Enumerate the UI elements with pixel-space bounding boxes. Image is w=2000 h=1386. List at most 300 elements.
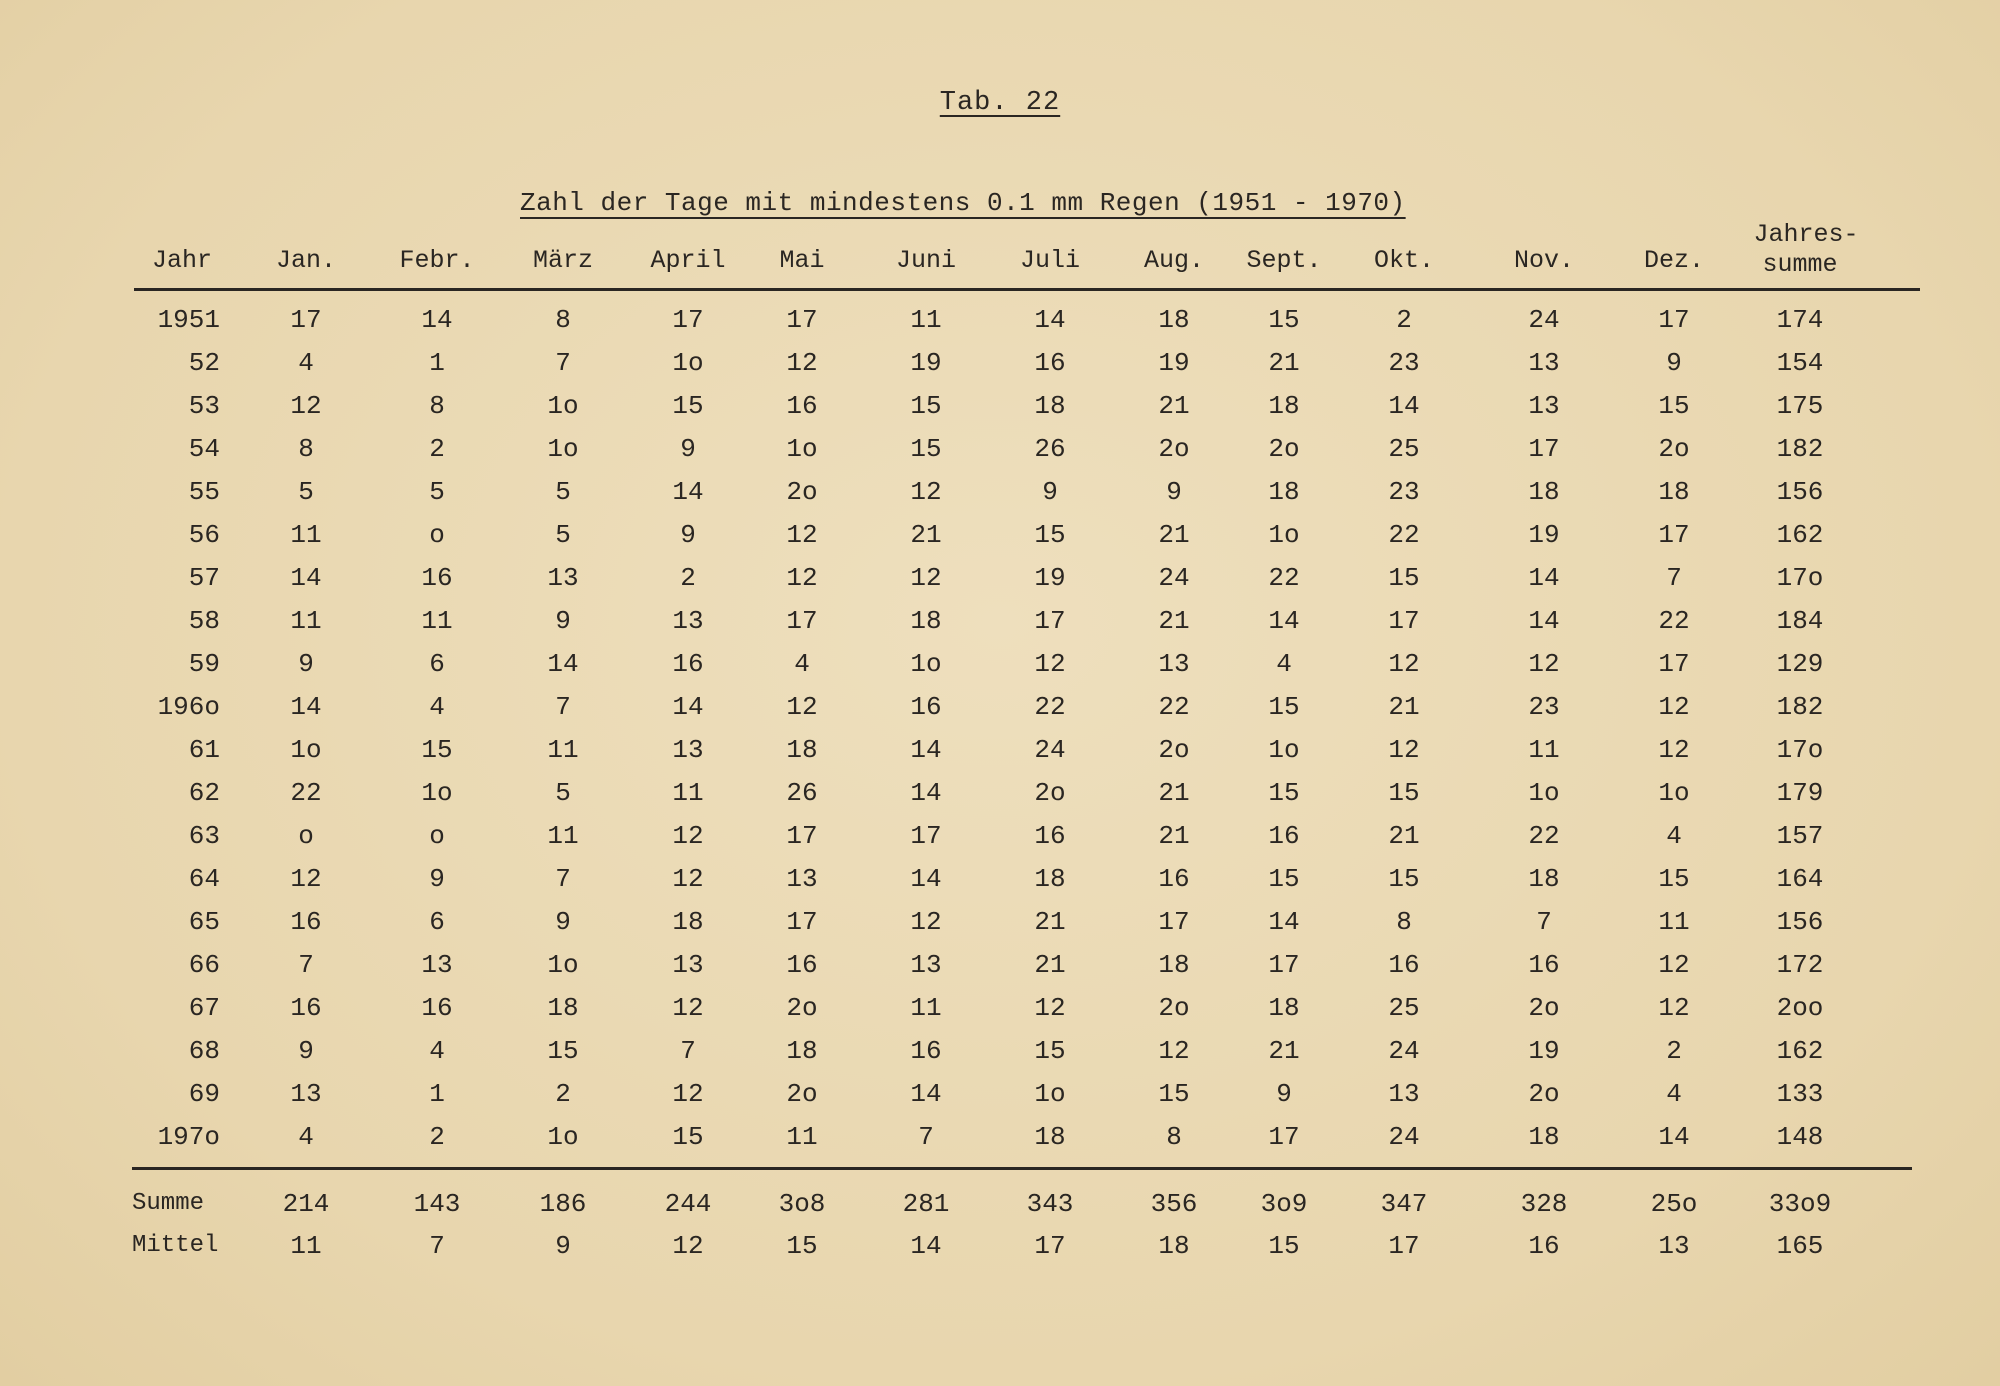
summary-rule: [132, 1167, 1912, 1170]
value-cell: o: [429, 821, 445, 851]
value-cell: 15: [1268, 305, 1300, 335]
year-cell: 1951: [157, 305, 220, 335]
value-cell: 24: [1388, 1122, 1420, 1152]
value-cell: 15: [1388, 778, 1420, 808]
value-cell: 21: [1158, 520, 1190, 550]
value-cell: 13: [672, 606, 704, 636]
summary-value-cell: 16: [1528, 1231, 1560, 1261]
value-cell: 18: [1034, 391, 1066, 421]
year-cell: 53: [188, 391, 220, 421]
table-row: [0, 601, 2000, 641]
value-cell: 4: [429, 692, 445, 722]
value-cell: 12: [1034, 649, 1066, 679]
value-cell: 22: [1268, 563, 1300, 593]
value-cell: 15: [1268, 864, 1300, 894]
value-cell: 24: [1388, 1036, 1420, 1066]
value-cell: 18: [910, 606, 942, 636]
value-cell: 15: [1034, 1036, 1066, 1066]
value-cell: 17: [786, 821, 818, 851]
value-cell: 12: [786, 563, 818, 593]
value-cell: 7: [298, 950, 314, 980]
value-cell: 12: [672, 1079, 704, 1109]
value-cell: 17: [1528, 434, 1560, 464]
value-cell: 182: [1776, 692, 1824, 722]
summary-value-cell: 165: [1776, 1231, 1824, 1261]
value-cell: 15: [910, 434, 942, 464]
value-cell: 2o: [1528, 993, 1560, 1023]
value-cell: 13: [672, 735, 704, 765]
value-cell: 17: [786, 907, 818, 937]
value-cell: 133: [1776, 1079, 1824, 1109]
value-cell: 1o: [547, 950, 579, 980]
value-cell: 1o: [672, 348, 704, 378]
value-cell: 12: [786, 692, 818, 722]
value-cell: 14: [672, 692, 704, 722]
value-cell: 11: [910, 993, 942, 1023]
column-header: Sept.: [1246, 246, 1322, 275]
value-cell: 2: [680, 563, 696, 593]
summary-value-cell: 15: [786, 1231, 818, 1261]
value-cell: 1o: [786, 434, 818, 464]
value-cell: 2o: [1034, 778, 1066, 808]
table-title: Zahl der Tage mit mindestens 0.1 mm Regen (1951 - 1970): [520, 188, 1406, 218]
value-cell: 17: [1268, 1122, 1300, 1152]
value-cell: 21: [1158, 778, 1190, 808]
value-cell: 15: [672, 1122, 704, 1152]
value-cell: 16: [672, 649, 704, 679]
value-cell: 13: [1528, 391, 1560, 421]
value-cell: 17: [1658, 649, 1690, 679]
value-cell: 17: [1658, 520, 1690, 550]
value-cell: 11: [547, 821, 579, 851]
year-cell: 67: [188, 993, 220, 1023]
value-cell: 179: [1776, 778, 1824, 808]
value-cell: 21: [1388, 821, 1420, 851]
year-cell: 57: [188, 563, 220, 593]
value-cell: 4: [298, 348, 314, 378]
value-cell: 13: [290, 1079, 322, 1109]
value-cell: 16: [786, 950, 818, 980]
value-cell: 15: [672, 391, 704, 421]
value-cell: 1o: [547, 391, 579, 421]
value-cell: 21: [910, 520, 942, 550]
value-cell: 4: [1666, 1079, 1682, 1109]
value-cell: 182: [1776, 434, 1824, 464]
value-cell: 9: [1042, 477, 1058, 507]
value-cell: 24: [1528, 305, 1560, 335]
value-cell: 15: [1268, 778, 1300, 808]
summary-value-cell: 3o8: [778, 1189, 826, 1219]
value-cell: 2o: [1528, 1079, 1560, 1109]
value-cell: 13: [421, 950, 453, 980]
value-cell: 5: [429, 477, 445, 507]
value-cell: 156: [1776, 477, 1824, 507]
value-cell: 184: [1776, 606, 1824, 636]
summary-value-cell: 7: [429, 1231, 445, 1261]
value-cell: 14: [421, 305, 453, 335]
value-cell: 18: [1528, 864, 1560, 894]
value-cell: 15: [1658, 864, 1690, 894]
value-cell: 2o: [1158, 434, 1190, 464]
value-cell: 11: [290, 520, 322, 550]
value-cell: 129: [1776, 649, 1824, 679]
year-cell: 54: [188, 434, 220, 464]
value-cell: 17: [1034, 606, 1066, 636]
value-cell: 12: [910, 563, 942, 593]
value-cell: 8: [555, 305, 571, 335]
year-cell: 196o: [157, 692, 220, 722]
value-cell: 14: [1528, 606, 1560, 636]
value-cell: 22: [1158, 692, 1190, 722]
value-cell: 1: [429, 1079, 445, 1109]
table-row: [0, 429, 2000, 469]
value-cell: 18: [1528, 477, 1560, 507]
value-cell: 23: [1388, 348, 1420, 378]
value-cell: 2o: [786, 477, 818, 507]
table-number: Tab. 22: [939, 88, 1061, 118]
value-cell: 22: [290, 778, 322, 808]
table-row: [0, 1117, 2000, 1157]
value-cell: 22: [1034, 692, 1066, 722]
year-cell: 197o: [157, 1122, 220, 1152]
value-cell: 16: [1528, 950, 1560, 980]
value-cell: 15: [1388, 864, 1420, 894]
value-cell: 5: [555, 520, 571, 550]
value-cell: 23: [1528, 692, 1560, 722]
value-cell: 164: [1776, 864, 1824, 894]
value-cell: 15: [1388, 563, 1420, 593]
summary-value-cell: 186: [539, 1189, 587, 1219]
value-cell: 13: [786, 864, 818, 894]
value-cell: 2o: [1658, 434, 1690, 464]
value-cell: 14: [1658, 1122, 1690, 1152]
summary-value-cell: 244: [664, 1189, 712, 1219]
value-cell: 2: [1396, 305, 1412, 335]
value-cell: 11: [1528, 735, 1560, 765]
summary-value-cell: 3o9: [1260, 1189, 1308, 1219]
value-cell: 19: [1034, 563, 1066, 593]
value-cell: 18: [672, 907, 704, 937]
value-cell: 22: [1528, 821, 1560, 851]
value-cell: 26: [1034, 434, 1066, 464]
value-cell: 16: [290, 993, 322, 1023]
value-cell: 175: [1776, 391, 1824, 421]
value-cell: 18: [1034, 864, 1066, 894]
value-cell: 7: [555, 348, 571, 378]
year-cell: 61: [188, 735, 220, 765]
value-cell: 1o: [547, 434, 579, 464]
value-cell: 1o: [1034, 1079, 1066, 1109]
value-cell: 24: [1158, 563, 1190, 593]
value-cell: 162: [1776, 520, 1824, 550]
table-row: [0, 300, 2000, 340]
value-cell: 15: [421, 735, 453, 765]
summary-label: Mittel: [132, 1232, 219, 1259]
column-header: Dez.: [1643, 246, 1705, 275]
value-cell: 15: [1034, 520, 1066, 550]
value-cell: 22: [1658, 606, 1690, 636]
value-cell: 13: [672, 950, 704, 980]
value-cell: 1: [429, 348, 445, 378]
summary-value-cell: 33o9: [1768, 1189, 1832, 1219]
value-cell: 6: [429, 907, 445, 937]
summary-value-cell: 328: [1520, 1189, 1568, 1219]
summary-value-cell: 17: [1034, 1231, 1066, 1261]
value-cell: 25: [1388, 993, 1420, 1023]
summary-value-cell: 13: [1658, 1231, 1690, 1261]
value-cell: 12: [672, 864, 704, 894]
year-cell: 69: [188, 1079, 220, 1109]
value-cell: 13: [1388, 1079, 1420, 1109]
column-header: Nov.: [1513, 246, 1575, 275]
value-cell: 2: [429, 1122, 445, 1152]
value-cell: 9: [429, 864, 445, 894]
year-cell: 62: [188, 778, 220, 808]
value-cell: 18: [547, 993, 579, 1023]
value-cell: 1o: [1528, 778, 1560, 808]
summary-value-cell: 356: [1150, 1189, 1198, 1219]
value-cell: 11: [672, 778, 704, 808]
value-cell: 9: [555, 606, 571, 636]
value-cell: 12: [1658, 950, 1690, 980]
value-cell: 9: [298, 1036, 314, 1066]
table-row: [0, 558, 2000, 598]
table-row: [0, 773, 2000, 813]
year-cell: 68: [188, 1036, 220, 1066]
value-cell: 14: [1528, 563, 1560, 593]
value-cell: 15: [910, 391, 942, 421]
column-header-annual-line1: Jahres-: [1753, 220, 1859, 249]
value-cell: 23: [1388, 477, 1420, 507]
value-cell: 16: [421, 563, 453, 593]
value-cell: 17: [672, 305, 704, 335]
value-cell: 17: [1388, 606, 1420, 636]
value-cell: 12: [290, 391, 322, 421]
column-header: März: [532, 246, 594, 275]
value-cell: 17: [786, 305, 818, 335]
value-cell: 6: [429, 649, 445, 679]
value-cell: 148: [1776, 1122, 1824, 1152]
value-cell: 18: [786, 1036, 818, 1066]
value-cell: 5: [298, 477, 314, 507]
column-header: Jahr: [152, 246, 213, 275]
value-cell: 18: [1658, 477, 1690, 507]
value-cell: 16: [1268, 821, 1300, 851]
value-cell: 4: [298, 1122, 314, 1152]
summary-value-cell: 214: [282, 1189, 330, 1219]
value-cell: 11: [910, 305, 942, 335]
value-cell: 7: [918, 1122, 934, 1152]
year-cell: 63: [188, 821, 220, 851]
value-cell: 12: [1658, 692, 1690, 722]
summary-row: [0, 1184, 2000, 1224]
value-cell: 21: [1158, 821, 1190, 851]
value-cell: 14: [290, 563, 322, 593]
summary-value-cell: 343: [1026, 1189, 1074, 1219]
summary-value-cell: 12: [672, 1231, 704, 1261]
value-cell: 26: [786, 778, 818, 808]
value-cell: 18: [1034, 1122, 1066, 1152]
year-cell: 64: [188, 864, 220, 894]
value-cell: 1o: [290, 735, 322, 765]
table-row: [0, 644, 2000, 684]
table-row: [0, 859, 2000, 899]
value-cell: 12: [786, 348, 818, 378]
table-row: [0, 472, 2000, 512]
value-cell: 18: [786, 735, 818, 765]
value-cell: 19: [1528, 520, 1560, 550]
year-cell: 58: [188, 606, 220, 636]
value-cell: 16: [1034, 821, 1066, 851]
summary-value-cell: 15: [1268, 1231, 1300, 1261]
value-cell: 14: [1268, 907, 1300, 937]
value-cell: 12: [910, 477, 942, 507]
value-cell: 21: [1388, 692, 1420, 722]
value-cell: 7: [1666, 563, 1682, 593]
table-header: [0, 220, 2000, 280]
column-header: April: [650, 246, 726, 275]
table-row: [0, 1074, 2000, 1114]
value-cell: 5: [555, 778, 571, 808]
summary-row: [0, 1226, 2000, 1266]
value-cell: 12: [910, 907, 942, 937]
year-cell: 65: [188, 907, 220, 937]
value-cell: 18: [1268, 391, 1300, 421]
value-cell: 17: [1658, 305, 1690, 335]
value-cell: 7: [680, 1036, 696, 1066]
column-header: Mai: [779, 246, 825, 275]
value-cell: 7: [1536, 907, 1552, 937]
value-cell: 21: [1034, 907, 1066, 937]
value-cell: 7: [555, 864, 571, 894]
value-cell: 21: [1034, 950, 1066, 980]
value-cell: 7: [555, 692, 571, 722]
value-cell: 15: [1158, 1079, 1190, 1109]
value-cell: 12: [672, 821, 704, 851]
table-row: [0, 1031, 2000, 1071]
value-cell: 2o: [1268, 434, 1300, 464]
summary-value-cell: 9: [555, 1231, 571, 1261]
value-cell: 2o: [786, 1079, 818, 1109]
value-cell: 18: [1268, 993, 1300, 1023]
value-cell: 16: [290, 907, 322, 937]
value-cell: 8: [1166, 1122, 1182, 1152]
value-cell: 14: [672, 477, 704, 507]
value-cell: 12: [1034, 993, 1066, 1023]
value-cell: 12: [290, 864, 322, 894]
value-cell: 2o: [1158, 735, 1190, 765]
value-cell: 22: [1388, 520, 1420, 550]
value-cell: 4: [429, 1036, 445, 1066]
value-cell: 13: [1158, 649, 1190, 679]
value-cell: 13: [910, 950, 942, 980]
value-cell: 19: [910, 348, 942, 378]
value-cell: 2oo: [1776, 993, 1824, 1023]
value-cell: 17: [910, 821, 942, 851]
value-cell: 16: [910, 692, 942, 722]
value-cell: 2o: [1158, 993, 1190, 1023]
value-cell: 2: [555, 1079, 571, 1109]
header-rule: [134, 288, 1920, 291]
value-cell: 15: [547, 1036, 579, 1066]
value-cell: 14: [1388, 391, 1420, 421]
column-header: Febr.: [399, 246, 475, 275]
value-cell: 14: [1034, 305, 1066, 335]
value-cell: 1o: [1268, 735, 1300, 765]
value-cell: 14: [910, 864, 942, 894]
column-header: Jan.: [275, 246, 337, 275]
value-cell: 12: [1528, 649, 1560, 679]
summary-label: Summe: [132, 1190, 205, 1217]
table-row: [0, 816, 2000, 856]
value-cell: 11: [547, 735, 579, 765]
value-cell: o: [298, 821, 314, 851]
value-cell: 9: [555, 907, 571, 937]
value-cell: 24: [1034, 735, 1066, 765]
summary-value-cell: 14: [910, 1231, 942, 1261]
value-cell: 1o: [547, 1122, 579, 1152]
value-cell: 11: [290, 606, 322, 636]
value-cell: 14: [1268, 606, 1300, 636]
column-header: Aug.: [1143, 246, 1205, 275]
value-cell: 12: [1658, 735, 1690, 765]
value-cell: 4: [794, 649, 810, 679]
value-cell: 19: [1158, 348, 1190, 378]
value-cell: 13: [1528, 348, 1560, 378]
column-header: Juni: [895, 246, 957, 275]
value-cell: 25: [1388, 434, 1420, 464]
value-cell: 5: [555, 477, 571, 507]
value-cell: 16: [786, 391, 818, 421]
table-row: [0, 730, 2000, 770]
value-cell: 9: [680, 434, 696, 464]
value-cell: 9: [1666, 348, 1682, 378]
value-cell: 13: [547, 563, 579, 593]
year-cell: 56: [188, 520, 220, 550]
value-cell: 174: [1776, 305, 1824, 335]
value-cell: 17: [1158, 907, 1190, 937]
value-cell: 17o: [1776, 563, 1824, 593]
value-cell: 21: [1158, 606, 1190, 636]
table-row: [0, 687, 2000, 727]
value-cell: 19: [1528, 1036, 1560, 1066]
value-cell: 14: [290, 692, 322, 722]
year-cell: 66: [188, 950, 220, 980]
value-cell: 14: [910, 1079, 942, 1109]
column-header: Okt.: [1373, 246, 1435, 275]
table-row: [0, 988, 2000, 1028]
value-cell: 1o: [421, 778, 453, 808]
summary-value-cell: 11: [290, 1231, 322, 1261]
value-cell: 17: [290, 305, 322, 335]
value-cell: 18: [1268, 477, 1300, 507]
value-cell: 154: [1776, 348, 1824, 378]
value-cell: 15: [1268, 692, 1300, 722]
value-cell: 18: [1158, 305, 1190, 335]
value-cell: 12: [1388, 649, 1420, 679]
summary-value-cell: 143: [413, 1189, 461, 1219]
column-header-annual-line2: summe: [1762, 250, 1838, 279]
value-cell: 9: [1166, 477, 1182, 507]
value-cell: 16: [1158, 864, 1190, 894]
value-cell: 17: [786, 606, 818, 636]
table-row: [0, 945, 2000, 985]
value-cell: 157: [1776, 821, 1824, 851]
value-cell: 18: [1528, 1122, 1560, 1152]
value-cell: 2: [429, 434, 445, 464]
value-cell: 9: [298, 649, 314, 679]
value-cell: 2o: [786, 993, 818, 1023]
